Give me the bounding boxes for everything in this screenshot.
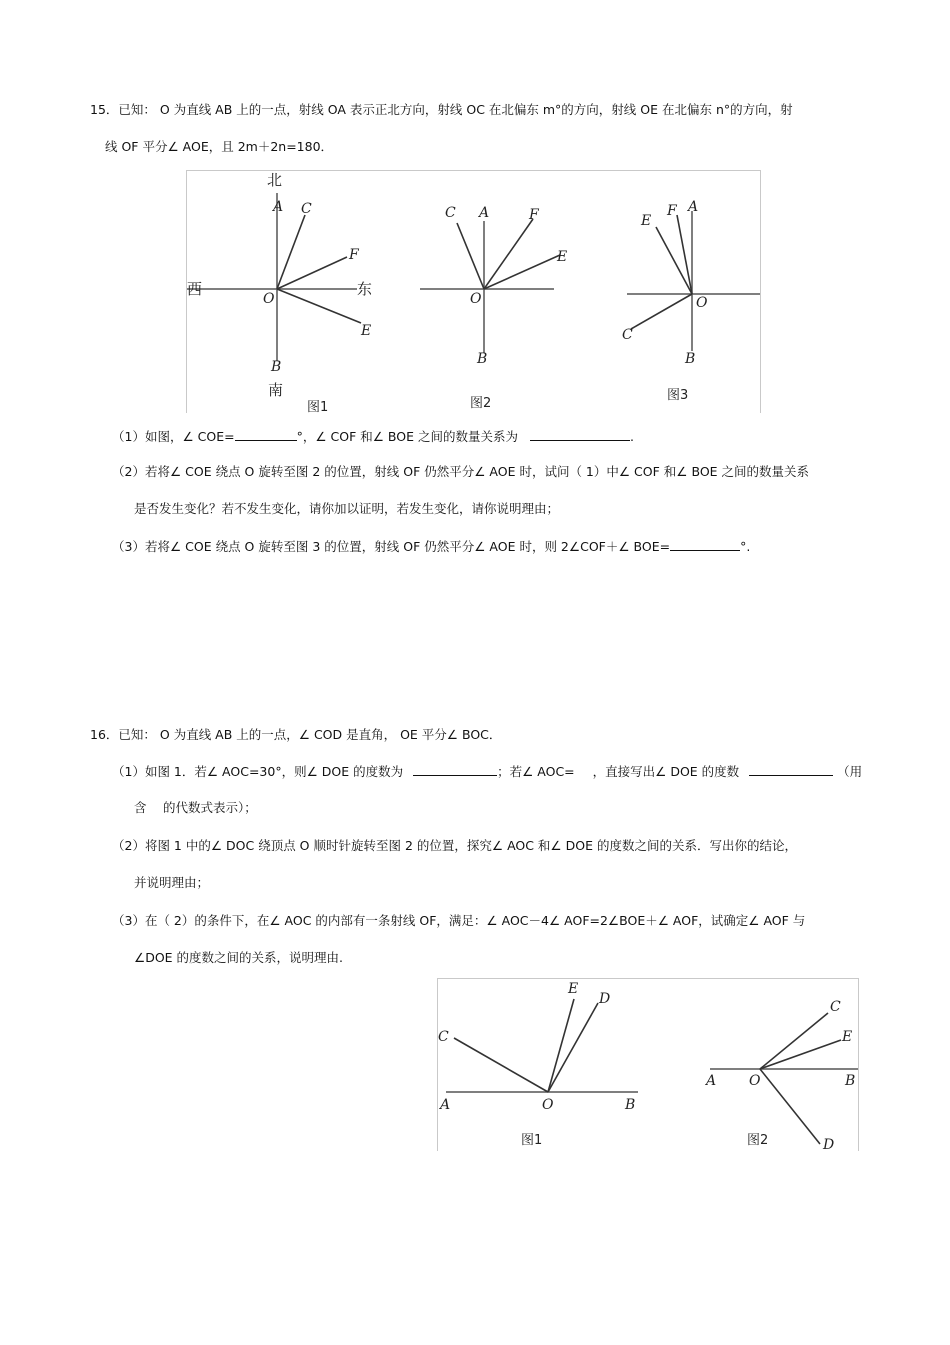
q16-part2-line2: 并说明理由；	[134, 875, 210, 890]
q15-part1-text-c: .	[629, 429, 634, 444]
label-B: B	[477, 351, 488, 367]
west-label: 西	[187, 280, 203, 298]
q16-answer-blank-2[interactable]	[749, 763, 833, 776]
q16-part1-text-c: ，直接写出∠ DOE 的度数	[592, 764, 740, 779]
q15-figure-1	[187, 171, 372, 413]
label-O: O	[542, 1097, 554, 1113]
label-O: O	[470, 291, 482, 307]
label-E: E	[557, 249, 568, 265]
fig2-caption: 图2	[747, 1133, 769, 1148]
q15-part3-text-b: °.	[740, 539, 751, 554]
q15-figure-2	[420, 205, 567, 411]
q16-part2-line1: （2）将图 1 中的∠ DOC 绕顶点 O 顺时针旋转至图 2 的位置，探究∠ AOC 和∠ DOE 的度数之间的关系．写出你的结论，	[112, 838, 797, 853]
label-F: F	[349, 247, 359, 263]
label-A: A	[479, 205, 490, 221]
q15-part2-line2: 是否发生变化？若不发生变化，请你加以证明，若发生变化，请你说明理由；	[134, 501, 560, 516]
label-B: B	[625, 1097, 636, 1113]
q15-answer-blank-3[interactable]	[670, 538, 740, 551]
q16-figure-1	[438, 981, 638, 1148]
q15-part3-text-a: （3）若将∠ COE 绕点 O 旋转至图 3 的位置，射线 OF 仍然平分∠ AOE 时，则 2∠COF＋∠ BOE=	[112, 539, 671, 554]
label-B: B	[845, 1073, 856, 1089]
q15-part1-text-b: °，∠ COF 和∠ BOE 之间的数量关系为	[296, 429, 518, 444]
q16-part1-text-b: ；若∠ AOC=	[497, 764, 575, 779]
label-E: E	[641, 213, 652, 229]
label-D: D	[599, 991, 611, 1007]
q16-part3-line2: ∠DOE 的度数之间的关系，说明理由.	[134, 950, 344, 965]
q16-figure	[437, 978, 859, 1151]
fig2-caption: 图2	[470, 396, 492, 411]
q15-answer-blank-2[interactable]	[530, 428, 630, 441]
q16-part1-line2: 含 的代数式表示）；	[134, 800, 257, 815]
label-C: C	[301, 201, 312, 217]
q16-answer-blank-1[interactable]	[413, 763, 497, 776]
label-E: E	[361, 323, 372, 339]
q15-part1-text-a: （1）如图，∠ COE=	[112, 429, 235, 444]
south-label: 南	[268, 381, 284, 399]
label-A: A	[706, 1073, 717, 1089]
label-F: F	[529, 207, 539, 223]
label-O: O	[749, 1073, 761, 1089]
q15-figure	[186, 170, 761, 413]
q15-part2-line1: （2）若将∠ COE 绕点 O 旋转至图 2 的位置，射线 OF 仍然平分∠ AOE 时，试问（ 1）中∠ COF 和∠ BOE 之间的数量关系	[112, 464, 810, 479]
label-O: O	[696, 295, 708, 311]
east-label: 东	[357, 280, 373, 298]
label-D: D	[823, 1137, 835, 1151]
q16-part1-text-d: （用	[837, 764, 863, 779]
q15-part1	[112, 428, 634, 445]
q16-part1-line1	[112, 763, 862, 780]
q16-stem: 16．已知： O 为直线 AB 上的一点，∠ COD 是直角， OE 平分∠ BOC．	[90, 727, 502, 742]
north-label: 北	[267, 171, 283, 189]
label-A: A	[688, 199, 699, 215]
label-C: C	[445, 205, 456, 221]
label-A: A	[440, 1097, 451, 1113]
q15-part3	[112, 538, 750, 555]
q15-figure-3	[622, 199, 760, 403]
label-C: C	[830, 999, 841, 1015]
label-E: E	[842, 1029, 853, 1045]
q16-part3-line1: （3）在（ 2）的条件下，在∠ AOC 的内部有一条射线 OF，满足：∠ AOC－4∠ AOF=2∠BOE＋∠ AOF，试确定∠ AOF 与	[112, 913, 806, 928]
q16-part1-text-a: （1）如图 1．若∠ AOC=30°，则∠ DOE 的度数为	[112, 764, 404, 779]
q15-answer-blank-1[interactable]	[235, 428, 297, 441]
fig1-caption: 图1	[307, 400, 329, 413]
label-E: E	[568, 981, 579, 997]
label-A: A	[273, 199, 284, 215]
label-B: B	[685, 351, 696, 367]
label-C: C	[438, 1029, 449, 1045]
fig3-caption: 图3	[667, 388, 689, 403]
label-C: C	[622, 327, 633, 343]
label-F: F	[667, 203, 677, 219]
q15-stem-line2: 线 OF 平分∠ AOE，且 2m＋2n=180．	[105, 139, 334, 154]
q15-stem-line1: 15．已知： O 为直线 AB 上的一点，射线 OA 表示正北方向，射线 OC 在北偏东 m°的方向，射线 OE 在北偏东 n°的方向，射	[90, 102, 793, 117]
q16-figure-2	[704, 999, 858, 1151]
fig1-caption: 图1	[521, 1133, 543, 1148]
label-O: O	[263, 291, 275, 307]
label-B: B	[271, 359, 282, 375]
